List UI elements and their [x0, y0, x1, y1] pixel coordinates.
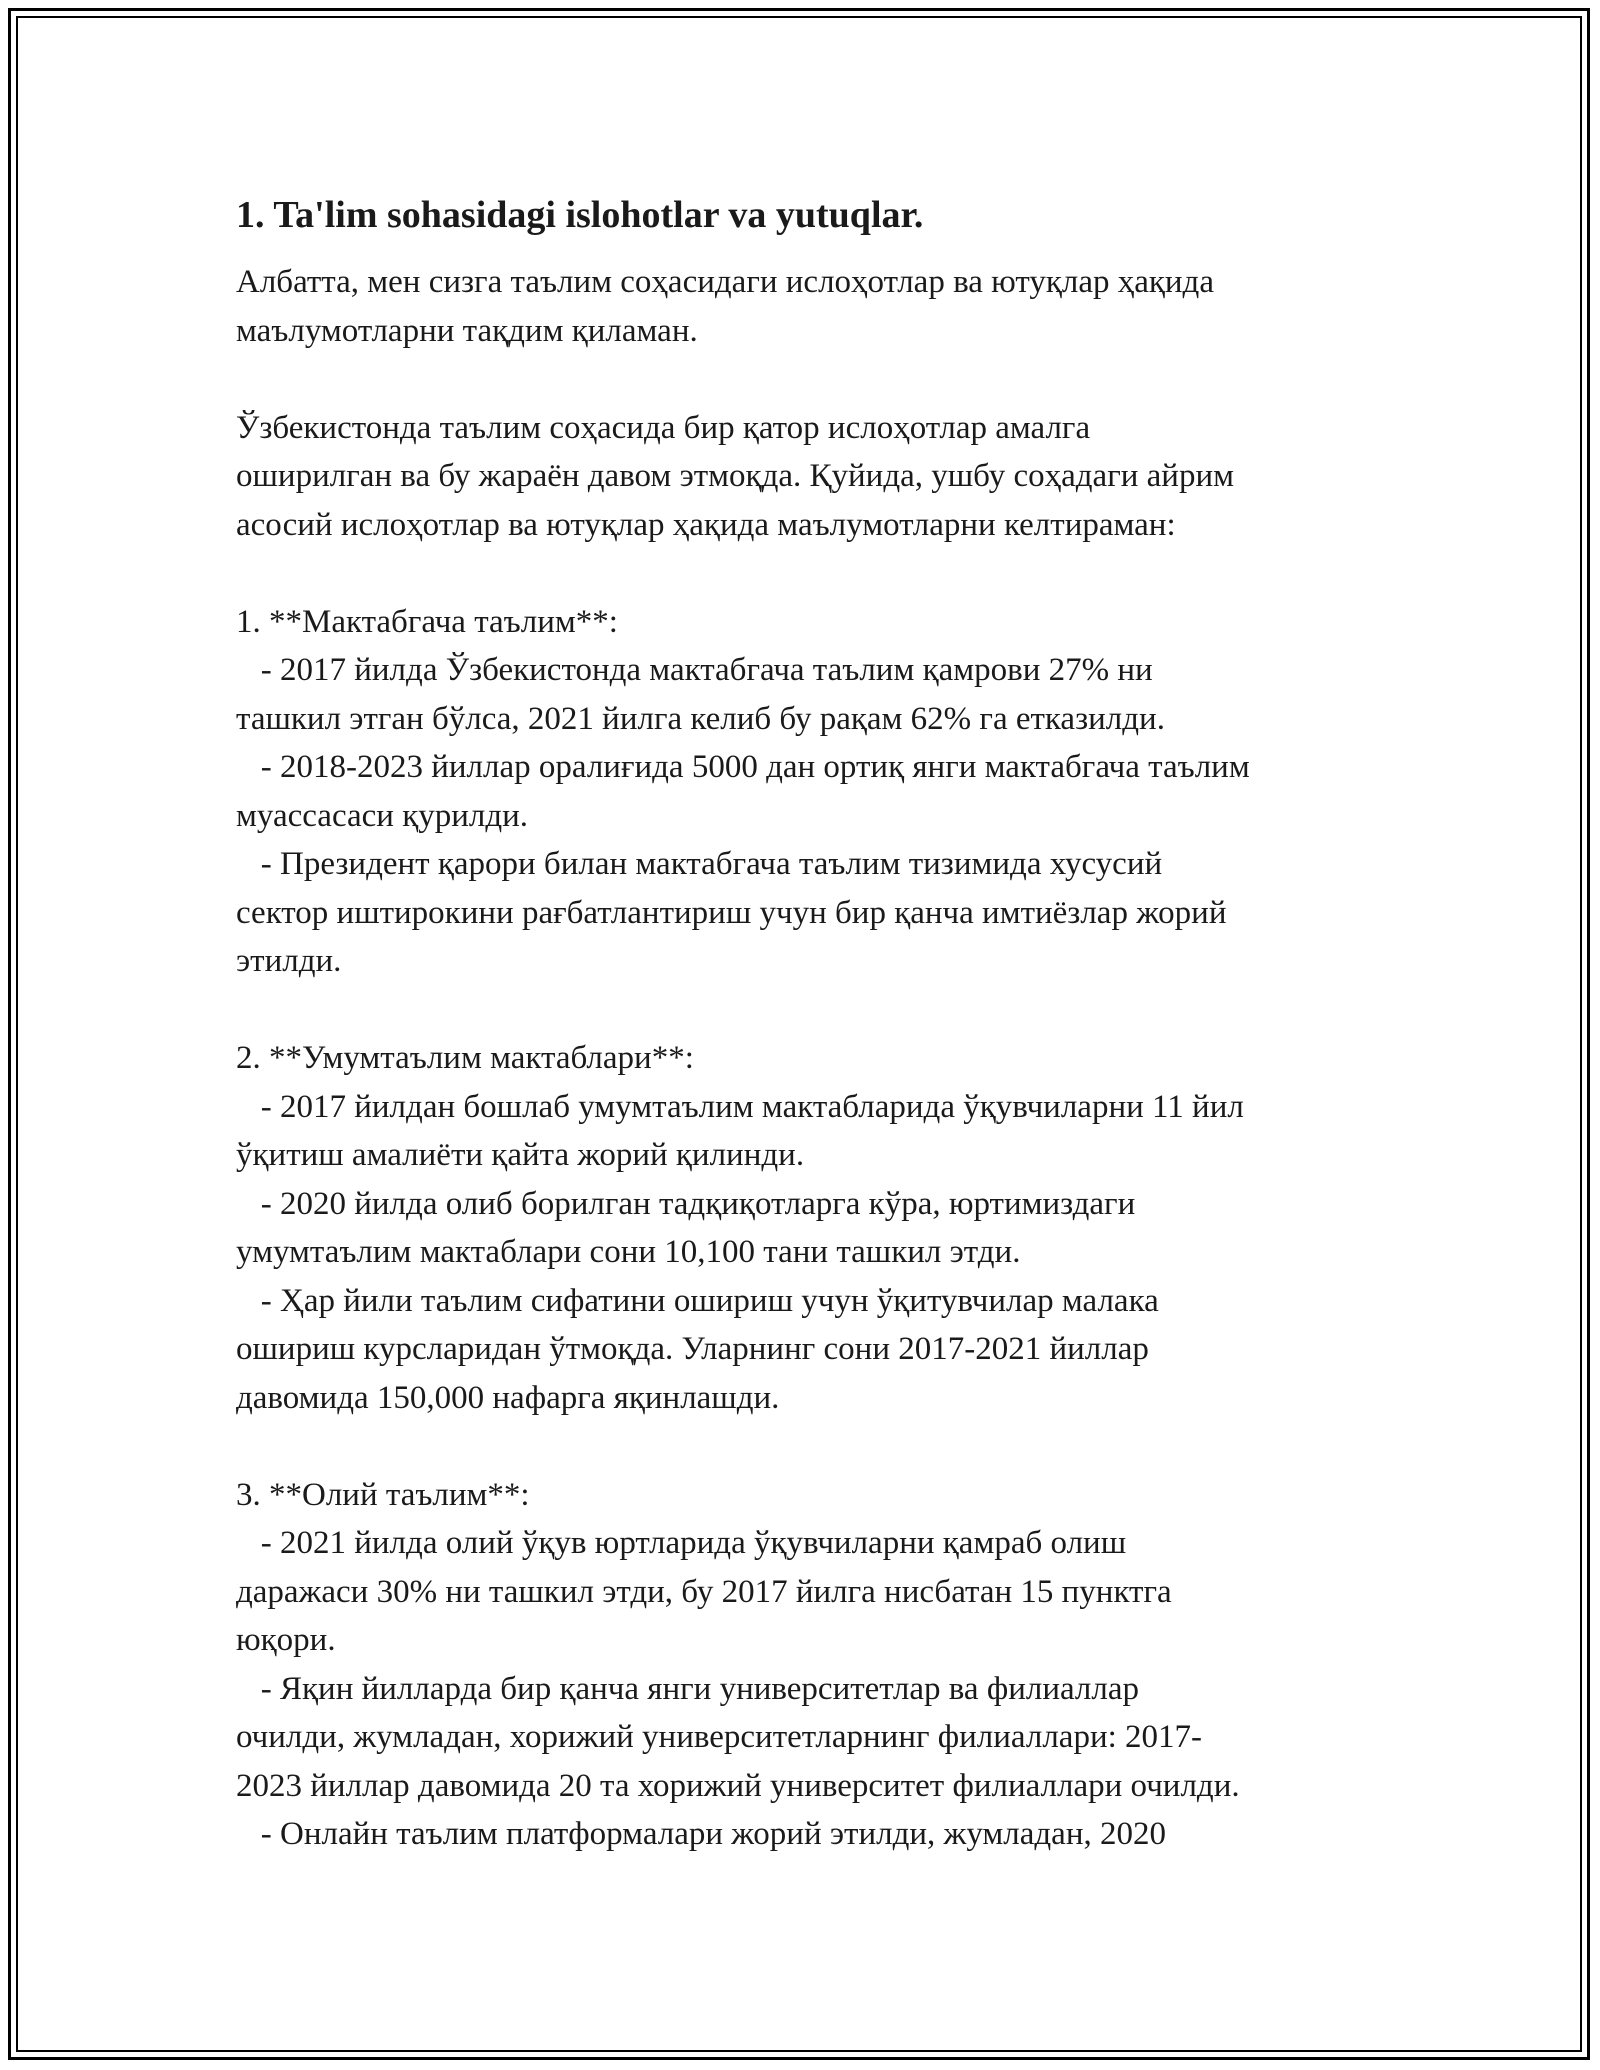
- paragraph-gap: [236, 549, 1376, 598]
- overview-paragraph: Ўзбекистонда таълим соҳасида бир қатор ислоҳотлар амалга оширилган ва бу жараён давом этмоқда. Қуйида, ушбу соҳадаги айрим асосий ислоҳотлар ва ютуқлар ҳақида маълумотларни келтираман:: [236, 409, 1234, 543]
- intro-paragraph: Албатта, мен сизга таълим соҳасидаги ислоҳотлар ва ютуқлар ҳақида маълумотларни тақдим қиламан.: [236, 264, 1214, 349]
- section-general-schools: 2. **Умумтаълим мактаблари**: - 2017 йилдан бошлаб умумтаълим мактабларида ўқувчиларни 11 йил ўқитиш амалиёти қайта жорий қилинди. - 2020 йилда олиб борилган тадқиқотларга кўра, юртимиздаги умумтаълим мактаблари сони 10,100 тани ташкил этди. - Ҳар йили таълим сифатини ошириш учун ўқитувчилар малака ошириш курсларидан ўтмоқда. Уларнинг сони 2017-2021 йиллар давомида 150,000 нафарга яқинлашди.: [236, 1040, 1244, 1416]
- paragraph-gap: [236, 986, 1376, 1035]
- section-preschool: 1. **Мактабгача таълим**: - 2017 йилда Ўзбекистонда мактабгача таълим қамрови 27% ни ташкил этган бўлса, 2021 йилга келиб бу рақам 62% га етказилди. - 2018-2023 йиллар оралиғида 5000 дан ортиқ янги мактабгача таълим муассасаси қурилди. - Президент қарори билан мактабгача таълим тизимида хусусий сектор иштирокини рағбатлантириш учун бир қанча имтиёзлар жорий этилди.: [236, 603, 1250, 979]
- document-heading: 1. Ta'lim sohasidagi islohotlar va yutuqlar.: [236, 194, 924, 236]
- section-higher-education: 3. **Олий таълим**: - 2021 йилда олий ўқув юртларида ўқувчиларни қамраб олиш даражаси 30% ни ташкил этди, бу 2017 йилга нисбатан 15 пунктга юқори. - Яқин йилларда бир қанча янги университетлар ва филиаллар очилди, жумладан, хорижий университетларнинг филиаллари: 2017- 2023 йиллар давомида 20 та хорижий университет филиаллари очилди. - Онлайн таълим платформалари жорий этилди, жумладан, 2020: [236, 1476, 1240, 1852]
- document-body: [236, 190, 1376, 1859]
- paragraph-gap: [236, 1422, 1376, 1471]
- paragraph-gap: [236, 355, 1376, 404]
